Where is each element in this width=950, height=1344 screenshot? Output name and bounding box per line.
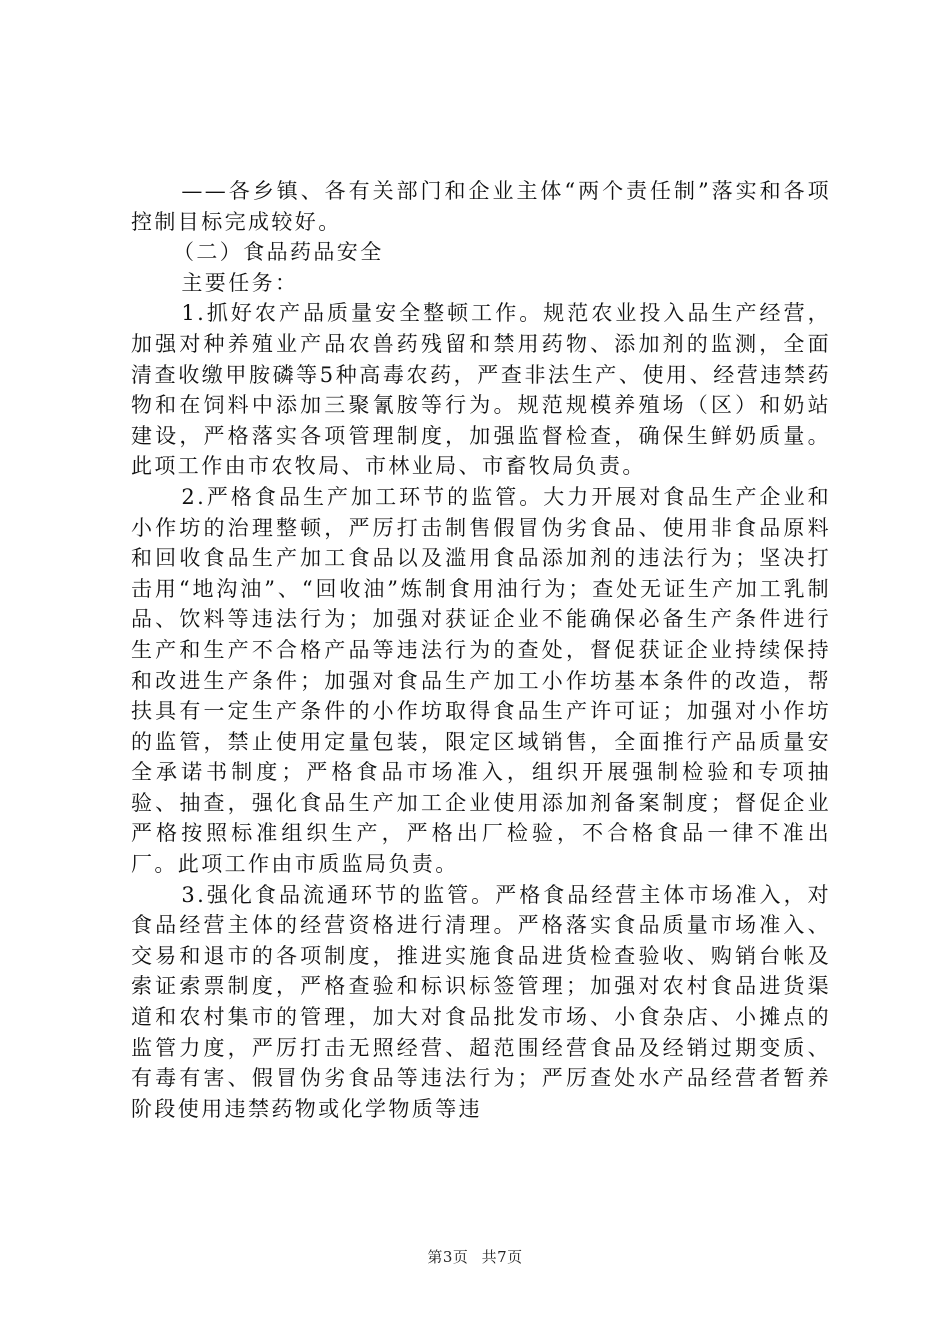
page-number: 第3页: [427, 1248, 469, 1266]
subheading-tasks: 主要任务：: [181, 270, 299, 295]
section-heading: （二）食品药品安全: [173, 240, 384, 265]
paragraph-item-1: 1.抓好农产品质量安全整顿工作。规范农业投入品生产经营，加强对种养殖业产品农兽药残留和禁用药物、添加剂的监测，全面清查收缴甲胺磷等5种高毒农药，严查非法生产、使用、经营违禁药物和在饲料中添加三聚氰胺等行为。规范规模养殖场（区）和奶站建设，严格落实各项管理制度，加强监督检查，确保生鲜奶质量。此项工作由市农牧局、市林业局、市畜牧局负责。: [131, 301, 831, 479]
paragraph-item-2: 2.严格食品生产加工环节的监管。大力开展对食品生产企业和小作坊的治理整顿，严厉打击制售假冒伪劣食品、使用非食品原料和回收食品生产加工食品以及滥用食品添加剂的违法行为；坚决打击用“地沟油”、“回收油”炼制食用油行为；查处无证生产加工乳制品、饮料等违法行为；加强对获证企业不能确保必备生产条件进行生产和生产不合格产品等违法行为的查处，督促获证企业持续保持和改进生产条件；加强对食品生产加工小作坊基本条件的改造，帮扶具有一定生产条件的小作坊取得食品生产许可证；加强对小作坊的监管，禁止使用定量包装，限定区域销售，全面推行产品质量安全承诺书制度；严格食品市场准入，组织开展强制检验和专项抽验、抽查，强化食品生产加工企业使用添加剂备案制度；督促企业严格按照标准组织生产，严格出厂检验，不合格食品一律不准出厂。此项工作由市质监局负责。: [131, 484, 831, 877]
document-body: [131, 176, 831, 1124]
paragraph-intro: ——各乡镇、各有关部门和企业主体“两个责任制”落实和各项控制目标完成较好。: [131, 179, 831, 234]
page-footer: [0, 1246, 950, 1267]
paragraph-item-3: 3.强化食品流通环节的监管。严格食品经营主体市场准入，对食品经营主体的经营资格进行清理。严格落实食品质量市场准入、交易和退市的各项制度，推进实施食品进货检查验收、购销台帐及索证索票制度，严格查验和标识标签管理；加强对农村食品进货渠道和农村集市的管理，加大对食品批发市场、小食杂店、小摊点的监管力度，严厉打击无照经营、超范围经营食品及经销过期变质、有毒有害、假冒伪劣食品等违法行为；严厉查处水产品经营者暂养阶段使用违禁药物或化学物质等违: [131, 882, 831, 1121]
page-total: 共7页: [481, 1248, 523, 1266]
